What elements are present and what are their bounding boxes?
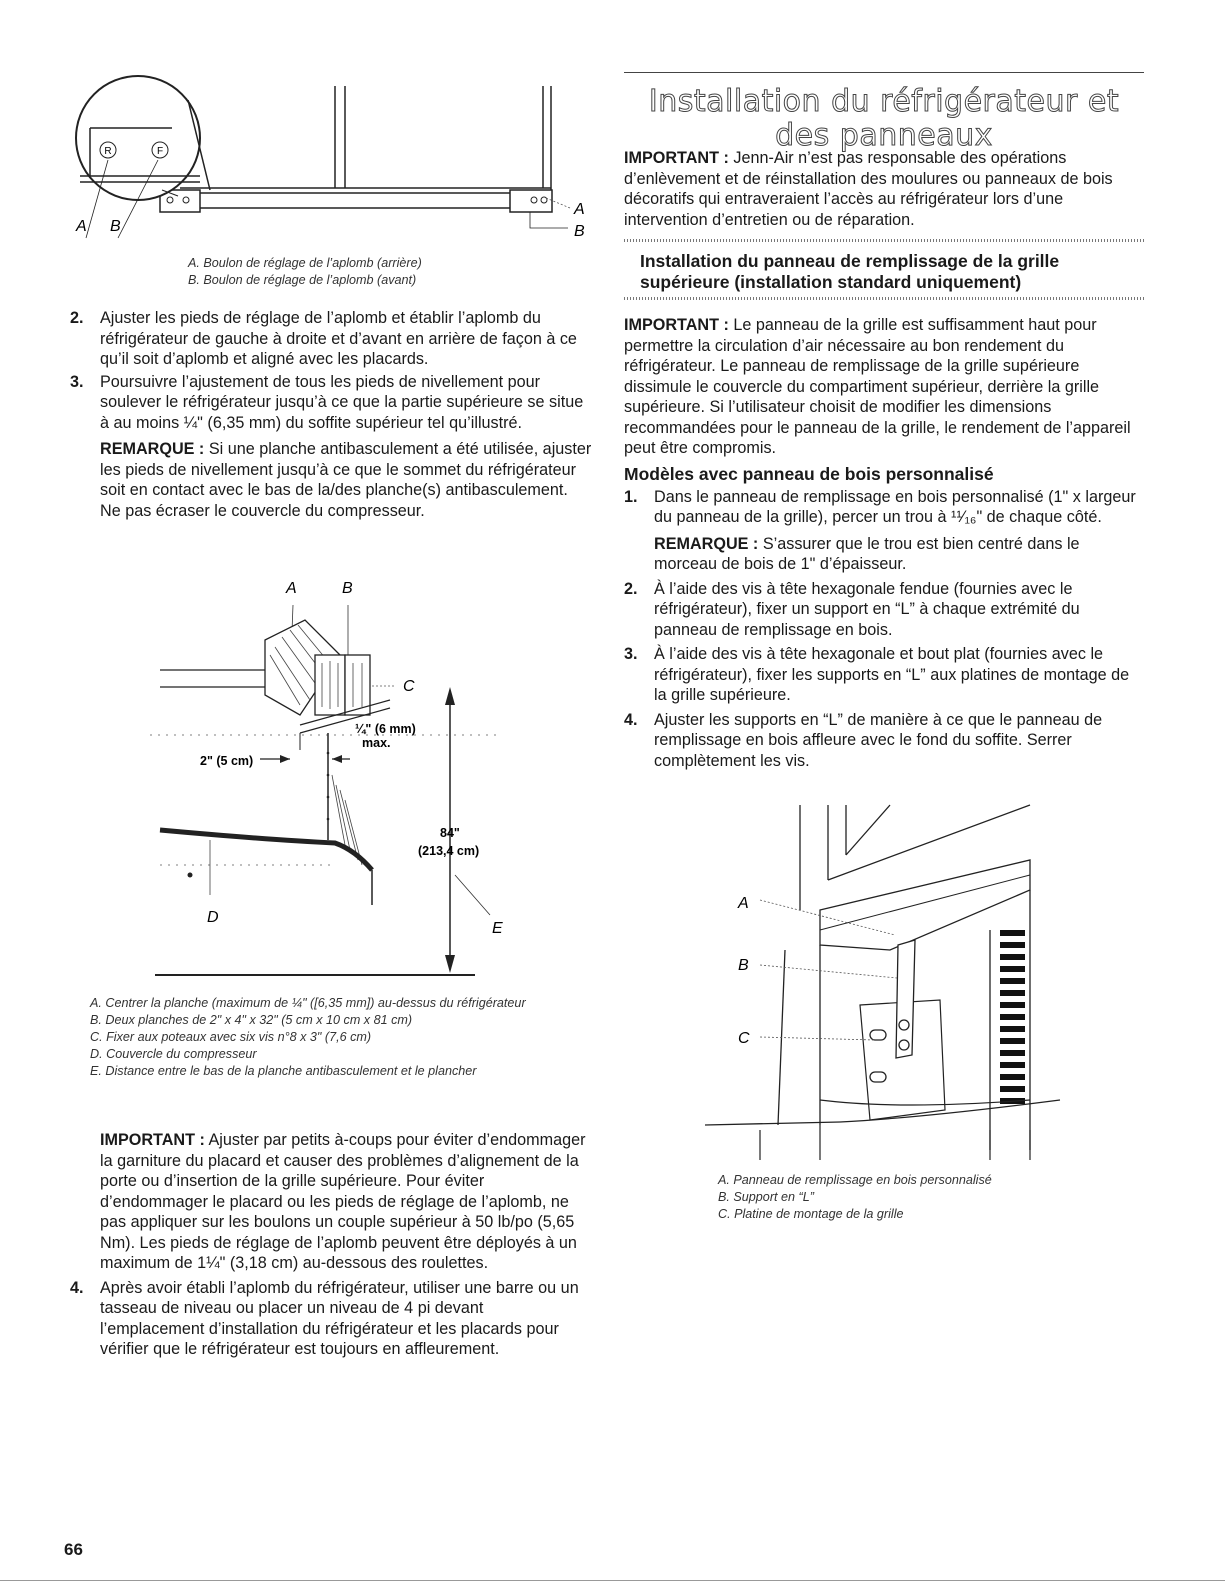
fig2-label-c: C <box>403 678 415 695</box>
fig2-label-e: E <box>492 920 503 937</box>
fig2-label-a: A <box>286 580 297 597</box>
fig3-caption-b: B. Support en “L” <box>718 1190 814 1204</box>
important-text: Le panneau de la grille est suffisamment haut pour permettre la circulation d’air nécessaire au bon rendement du réfrigérateur. Le panneau de remplissage de la grille supérieure dissimule le couvercle du compartiment supérieur, derrière la grille supérieure. Si l’utilisateur choisit de modifier les dimensions recommandées pour le panneau de la grille, le rendement de l’appareil peut être compromis. <box>624 316 1131 457</box>
step-text: Après avoir établi l’aplomb du réfrigérateur, utiliser une barre ou un tasseau de niveau ou placer un niveau de 4 pi devant l’emplacement d’installation du réfrigérateur et les placards pour vérifier que le réfrigérateur est toujours en affleurement. <box>100 1278 579 1358</box>
page-title-line-2: des panneaux <box>775 118 993 153</box>
important-text: Ajuster par petits à-coups pour éviter d’endommager la garniture du placard et causer des problèmes d’alignement de la porte ou d’insertion de la grille supérieure. Pour éviter d’endommager le placard ou les pieds de réglage de l’aplomb, ne pas appliquer sur les boulons un couple supérieur à 50 lb/po (5,65 Nm). Les pieds de réglage de l’aplomb peuvent être déployés à un maximum de 1¼" (3,18 cm) au-dessous des roulettes. <box>100 1131 586 1272</box>
fig2-captions <box>90 995 590 1080</box>
step-text: À l’aide des vis à tête hexagonale fendue (fournies avec le réfrigérateur), fixer un support en “L” à chaque extrémité du panneau de remplissage en bois. <box>654 579 1080 639</box>
height-dimension-in: 84" <box>440 826 460 840</box>
step-number: 3. <box>624 645 638 663</box>
fig2-caption-a: A. Centrer la planche (maximum de ¼" ([6,35 mm]) au-dessus du réfrigérateur <box>90 996 526 1010</box>
step-3-note <box>100 439 592 521</box>
step-text: Poursuivre l’ajustement de tous les pieds de nivellement pour soulever le réfrigérateur jusqu’à ce que la partie supérieure se situe à au moins ¼" (6,35 mm) du soffite supérieur tel qu’illustré. <box>100 372 584 432</box>
step-number: 4. <box>70 1278 84 1297</box>
step-text: Ajuster les pieds de réglage de l’aplomb et établir l’aplomb du réfrigérateur de gauche à droite et d’avant en arrière de façon à ce qu’il soit d’aplomb et aligné avec les placards. <box>100 309 577 368</box>
leveling-bolt-figure <box>60 70 600 250</box>
page-number: 66 <box>64 1540 83 1559</box>
right-step-3 <box>624 644 1146 706</box>
fig3-label-b: B <box>738 957 749 974</box>
fig1-label-b-left: B <box>110 218 121 235</box>
circle-label-r: R <box>104 146 112 157</box>
page-title <box>624 85 1144 153</box>
fig3-caption-c: C. Platine de montage de la grille <box>718 1207 904 1221</box>
gap-dimension-max: max. <box>362 736 391 750</box>
fig1-captions <box>188 255 568 289</box>
fig3-captions <box>718 1172 1138 1223</box>
important-text: Jenn-Air n’est pas responsable des opérations d’enlèvement et de réinstallation des moulures ou panneaux de bois décoratifs qui entraveraient l’accès au réfrigérateur lors d’une intervention d’entretien ou de réparation. <box>624 149 1113 229</box>
step-number: 2. <box>624 579 638 598</box>
important-label: IMPORTANT : <box>100 1131 205 1149</box>
step-number: 3. <box>70 372 84 391</box>
step-number: 1. <box>624 487 638 506</box>
fig2-caption-e: E. Distance entre le bas de la planche antibasculement et le plancher <box>90 1064 477 1078</box>
fig2-label-d: D <box>207 909 219 926</box>
step-1-note <box>654 534 1146 575</box>
fig3-label-c: C <box>738 1030 750 1047</box>
height-dimension-cm: (213,4 cm) <box>418 844 480 858</box>
section-heading <box>640 251 1140 293</box>
right-step-1 <box>624 487 1146 575</box>
left-step-2 <box>62 308 592 370</box>
fig1-label-a-right: A <box>574 201 585 218</box>
section-heading-line-1: Installation du panneau de remplissage de la grille <box>640 251 1060 271</box>
step-text: À l’aide des vis à tête hexagonale et bout plat (fournies avec le réfrigérateur), fixer les supports en “L” aux platines de montage de la grille supérieure. <box>654 645 1130 704</box>
note-label: REMARQUE : <box>654 534 759 553</box>
section-heading-line-2: supérieure (installation standard uniquement) <box>640 272 1022 292</box>
right-important-2 <box>624 315 1146 459</box>
right-step-4 <box>624 710 1146 772</box>
fig1-caption-a: A. Boulon de réglage de l’aplomb (arrière) <box>188 256 422 270</box>
fig2-caption-b: B. Deux planches de 2" x 4" x 32" (5 cm x 10 cm x 81 cm) <box>90 1013 413 1027</box>
width-dimension: 2" (5 cm) <box>200 754 254 768</box>
important-label: IMPORTANT : <box>624 316 729 334</box>
circle-label-f: F <box>156 146 164 157</box>
step-text: Ajuster les supports en “L” de manière à ce que le panneau de remplissage en bois affleure avec le fond du soffite. Serrer complètement les vis. <box>654 710 1103 770</box>
note-text: Si une planche antibasculement a été utilisée, ajuster les pieds de nivellement jusqu’à ce que le sommet du réfrigérateur soit en contact avec le bas de la/des planche(s) antibasculement. Ne pas écraser le couvercle du compresseur. <box>100 440 592 520</box>
fig1-caption-b: B. Boulon de réglage de l’aplomb (avant) <box>188 273 417 287</box>
right-important-1 <box>624 148 1146 230</box>
models-subheading: Modèles avec panneau de bois personnalisé <box>624 463 994 484</box>
fig2-caption-c: C. Fixer aux poteaux avec six vis n°8 x 3" (7,6 cm) <box>90 1030 372 1044</box>
left-important <box>62 1130 592 1274</box>
fig3-caption-a: A. Panneau de remplissage en bois personnalisé <box>718 1173 992 1187</box>
right-step-2 <box>624 579 1146 641</box>
step-number: 4. <box>624 710 638 729</box>
grille-bracket-figure <box>700 800 1070 1165</box>
important-label: IMPORTANT : <box>624 149 729 167</box>
section-rule-top <box>624 239 1146 242</box>
note-text: S’assurer que le trou est bien centré dans le morceau de bois de 1" d’épaisseur. <box>654 534 1080 573</box>
note-label: REMARQUE : <box>100 440 205 458</box>
fig1-label-a-left: A <box>76 218 87 235</box>
page-title-line-1: Installation du réfrigérateur et <box>648 84 1120 119</box>
title-rule <box>624 72 1144 73</box>
section-rule-bottom <box>624 297 1146 300</box>
gap-dimension: ¼" (6 mm) <box>355 722 416 736</box>
step-text: Dans le panneau de remplissage en bois personnalisé (1" x largeur du panneau de la grille), percer un trou à ¹¹⁄₁₆" de chaque côté. <box>654 487 1136 526</box>
fig3-label-a: A <box>738 895 749 912</box>
left-step-3 <box>62 372 592 522</box>
anti-tip-board-figure <box>150 575 510 990</box>
left-step-4 <box>62 1278 592 1360</box>
fig2-caption-d: D. Couvercle du compresseur <box>90 1047 257 1061</box>
fig2-label-b: B <box>342 580 353 597</box>
fig1-label-b-right: B <box>574 223 585 240</box>
page-bottom-rule <box>0 1580 1225 1581</box>
step-number: 2. <box>70 309 84 327</box>
